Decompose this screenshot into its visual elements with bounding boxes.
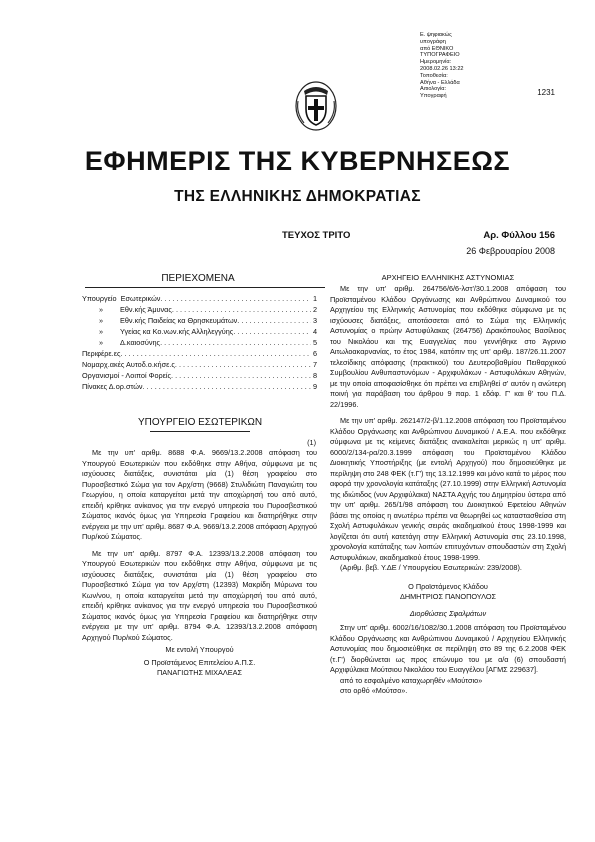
toc-item[interactable] xyxy=(82,326,317,337)
toc-item-prefix: » xyxy=(98,338,104,347)
toc-item-page: 3 xyxy=(312,316,317,325)
toc-heading: ΠΕΡΙΕΧΟΜΕΝΑ xyxy=(161,273,235,284)
toc-leader-dots xyxy=(143,381,311,392)
signature-note-line: Αιτιολογία: xyxy=(420,86,447,93)
toc-item-page: 6 xyxy=(312,349,317,358)
decision-paragraph: Με την υπ' αριθμ. 262147/2-β/1.12.2008 απόφαση του Προϊσταμένου Κλάδου Οργάνωσης και Ανθρώπινου Δυναμικού / Α.Ε.Α. που εκδόθηκε σύμφωνα με τις κείμενες διατάξεις ανακαλείται μερικώς η υπ' αριθμ. 6000/2/134-ρα/20.3.1999 απόφαση του Προϊσταμένου Κλάδου Διοικητικής Υποστήριξης (με εντολή Αρχηγού) που δημοσιεύθηκε με περίληψη στο 248 ΦΕΚ (τ.Γ') της 13.12.1999 και μόνο κατά το μέρος που αφορά την χρονολογία κατάταξης (27.10.1999) στην Ελληνική Αστυνομία της ιδιώτιδος (νυν Αρχιφύλακα) ΝΑΣΤΑ Αχγής του Δημητρίου ύστερα από την υπ' αριθμ. 265/1/98 απόφαση του Διοικητικού Εφετείου Αθηνών βάσει της οποίας η ανωτέρω πρέπει να θεωρηθεί ως καταστασθείσα στη Σχολή Αστυφυλάκων γενικής σειράς ακαδημαϊκού έτους 1998-1999 και λογίζεται ότι αυτή κατετάγη στην Ελληνική Αστυνομία στις 23.10.1998, χρονολογία κατάταξης των λοιπών επιτυχόντων σπουδαστών στη Σχολή Αστυφυλάκων, ακαδημαϊκού έτους 1998-1999. xyxy=(330,416,566,562)
toc-item-page: 9 xyxy=(312,382,317,391)
toc-leader-dots xyxy=(172,304,311,315)
publication-date: 26 Φεβρουαρίου 2008 xyxy=(466,246,555,256)
certification-reference: (Αριθμ. βεβ. Υ.ΔΕ / Υπουργείου Εσωτερικών: 239/2008). xyxy=(340,563,522,572)
sheet-number: Αρ. Φύλλου 156 xyxy=(483,230,555,241)
toc-rule xyxy=(85,287,325,288)
toc-item-page: 7 xyxy=(312,360,317,369)
toc-leader-dots xyxy=(233,326,311,337)
correction-to: στο ορθό «Μούτσο». xyxy=(340,686,408,695)
signature-note-line: Τοποθεσία: xyxy=(420,72,448,79)
toc-item[interactable] xyxy=(82,315,317,326)
toc-item-prefix: Υπουργείο xyxy=(82,294,117,303)
toc-leader-dots xyxy=(175,359,311,370)
signature-note-line: Αθήνα - Ελλάδα xyxy=(420,79,460,86)
toc-item-label: Δ.καιοσύνης xyxy=(120,338,161,347)
signature-note-line: Ημερομηνία: xyxy=(420,59,452,66)
toc-item-prefix: » xyxy=(98,316,104,325)
signatory-name: ΠΑΝΑΓΙΩΤΗΣ ΜΙΧΑΛΕΑΣ xyxy=(157,668,242,677)
gazette-subtitle: ΤΗΣ ΕΛΛΗΝΙΚΗΣ ΔΗΜΟΚΡΑΤΙΑΣ xyxy=(174,188,421,205)
toc-item-label: Περιφέρε.ες xyxy=(82,349,121,358)
toc-item-label: Εσωτερικών xyxy=(120,294,161,303)
toc-item-prefix: » xyxy=(98,327,104,336)
correction-paragraph: Στην υπ' αριθμ. 6002/16/1082/30.1.2008 απόφαση του Προϊσταμένου Κλάδου Οργάνωσης και Ανθρώπινου Δυναμικού / Αρχηγείου Ελληνικής Αστυνομίας που δημοσιεύθηκε σε περίληψη στο 89 της 6.2.2008 ΦΕΚ (τ.Γ') διορθώνεται ως προς επώνυμο του με α/α (6) σπουδαστή Αρχιφύλακα Μούτσιου Νικολάου του Ευαγγέλου [ΑΓΜΣ 229637]. xyxy=(330,623,566,674)
signature-note-line: από ΕΘΝΙΚΟ xyxy=(420,45,454,52)
toc-item-label: Υγείας κα Κο.νων.κής Αλληλεγγύης xyxy=(120,327,234,336)
toc-item-label: Οργανισμοί - Λοιποί Φορείς xyxy=(82,371,172,380)
toc-item-page: 8 xyxy=(312,371,317,380)
signature-note-line: Υπογραφή xyxy=(420,93,447,100)
ministry-rule xyxy=(150,431,250,432)
signature-note-line: υπογράφη xyxy=(420,38,446,45)
signatory-name: ΔΗΜΗΤΡΙΟΣ ΠΑΝΟΠΟΥΛΟΣ xyxy=(399,592,497,601)
toc-leader-dots xyxy=(160,293,311,304)
issue-type: ΤΕΥΧΟΣ ΤΡΙΤΟ xyxy=(282,230,351,241)
decision-paragraph: Με την υπ' αριθμ. 8688 Φ.Α. 9669/13.2.2008 απόφαση του Υπουργού Εσωτερικών που εκδόθηκε στην Αθήνα, σύμφωνα με τις ισχύουσες διατάξεις, συνιστάται μία (1) θέση γραφείου στο Πυροσβεστικό Σώμα για τον Αρχ/στη (9668) Στυλιδιώτη Παναγιώτη του Γεωργίου, η οποία καταργείται μετά την αποχώρησή του από αυτό, επειδή κρίθηκε ανίκανος για την ενεργό υπηρεσία του Πυροσβεστικού Σώματος ικανός όμως για Υπηρεσία Γραφείου και διατηρήθηκε στην ενέργεια με την υπ' αριθμ. 8687 Φ.Α. 9669/13.2.2008 απόφαση Αρχηγού Πυρ/κού Σώματος. xyxy=(82,448,317,541)
corrections-heading: Διορθώσεις Σφαλμάτων xyxy=(409,608,487,618)
decision-paragraph: Με την υπ' αριθμ. 8797 Φ.Α. 12393/13.2.2008 απόφαση του Υπουργού Εσωτερικών που εκδόθηκε στην Αθήνα, σύμφωνα με τις ισχύουσες διατάξεις, συνιστάται μία (1) θέση γραφείου στο Πυροσβεστικό Σώμα για τον Αρχ/στη (12393) Μακρίδη Μύρωνα του Κων/νου, η οποία καταργείται μετά την αποχώρησή του από αυτό, επειδή κρίθηκε ανίκανος για την ενεργό υπηρεσία του Πυροσβεστικού Σώματος ικανός όμως για Υπηρεσία Γραφείου και διατηρήθηκε στην ενέργεια με την υπ' αριθμ. 8794 Φ.Α. 12393/13.2.2008 απόφαση Αρχηγού Πυρ/κού Σώματος. xyxy=(82,548,317,642)
toc-item-label: Εθν.κής Άμυνας xyxy=(120,305,172,314)
toc-leader-dots xyxy=(237,315,311,326)
toc-item[interactable] xyxy=(82,304,317,315)
left-column-text xyxy=(82,448,317,679)
toc-leader-dots xyxy=(171,370,311,381)
toc-list xyxy=(82,293,317,392)
toc-item[interactable] xyxy=(82,370,317,381)
page-number: 1231 xyxy=(537,88,555,97)
decision-paragraph: Με την υπ' αριθμ. 264756/6/6-λστ'/30.1.2008 απόφαση του Προϊσταμένου Κλάδου Οργάνωσης και Ανθρώπινου Δυναμικού του Αρχηγείου της Ελληνικής Αστυνομίας που εκδόθηκε σύμφωνα με τις ισχύουσες διατάξεις, αποτάσσεται από το Σώμα της Ελληνικής Αστυνομίας ο πρώην Αστυφύλακας (264756) Δρακόπουλος Βασίλειος του Νικολάου και της Ευαγγελίας που γεννήθηκε στο Άγρινιο Αιτωλοακαρνανίας, το έτος 1984, κατόπιν της υπ' αριθμ. 187/26.11.2007 τελεσίδικης απόφασης (πρακτικού) του Δευτεροβαθμίου Πειθαρχικού Συμβουλίου Ανθυπαστυνόμων - Αρχιφυλάκων - Αστυφυλάκων Αθηνών, με την οποία αποφασίσθηκε ότι πρέπει να επιβληθεί σ' αυτόν η ανώτερη ποινή για παράβαση του άρθρου 9 παρ. 1 εδάφ. Γ' και θ' του Π.Δ. 22/1996. xyxy=(330,284,566,409)
toc-item-label: Νομαρχ.ακές Αυτοδ.ο.κήσε.ς xyxy=(82,360,175,369)
signature-order: Με εντολή Υπουργού xyxy=(165,645,234,654)
gazette-title: ΕΦΗΜΕΡΙΣ ΤΗΣ ΚΥΒΕΡΝΗΣΕΩΣ xyxy=(84,146,511,176)
toc-item[interactable] xyxy=(82,337,317,348)
signatory-title: Ο Προϊστάμενος Επιτελείου Α.Π.Σ. xyxy=(143,657,256,667)
signatory-title: Ο Προϊστάμενος Κλάδου xyxy=(408,581,488,591)
toc-leader-dots xyxy=(160,337,311,348)
toc-item[interactable] xyxy=(82,381,317,392)
greek-coat-of-arms-emblem xyxy=(294,79,338,131)
right-column-text xyxy=(330,284,566,697)
correction-from: από το εσφαλμένο καταχωρηθέν «Μούτσιο» xyxy=(340,675,483,685)
toc-item[interactable] xyxy=(82,359,317,370)
digital-signature-note xyxy=(420,32,490,100)
toc-item[interactable] xyxy=(82,348,317,359)
toc-item-page: 5 xyxy=(312,338,317,347)
signature-note-line: ΤΥΠΟΓΡΑΦΕΙΟ xyxy=(420,52,460,59)
toc-item-prefix: » xyxy=(98,305,104,314)
toc-item-page: 2 xyxy=(312,305,317,314)
police-hq-heading: ΑΡΧΗΓΕΙΟ ΕΛΛΗΝΙΚΗΣ ΑΣΤΥΝΟΜΙΑΣ xyxy=(381,273,515,282)
toc-item[interactable] xyxy=(82,293,317,304)
toc-item-page: 1 xyxy=(312,294,317,303)
toc-item-label: Πίνακες Δ.ορ.στών xyxy=(82,382,143,391)
signature-note-line: Ε. ψηφιακώς xyxy=(420,32,452,38)
signature-note-line: 2008.02.26 13:22 xyxy=(420,65,464,72)
toc-item-label: Εθν.κής Παιδείας κα Θρησκευμάτων xyxy=(120,316,238,325)
decision-number: (1) xyxy=(307,438,316,447)
toc-item-page: 4 xyxy=(312,327,317,336)
toc-leader-dots xyxy=(120,348,310,359)
ministry-heading: ΥΠΟΥΡΓΕΙΟ ΕΣΩΤΕΡΙΚΩΝ xyxy=(137,417,263,428)
